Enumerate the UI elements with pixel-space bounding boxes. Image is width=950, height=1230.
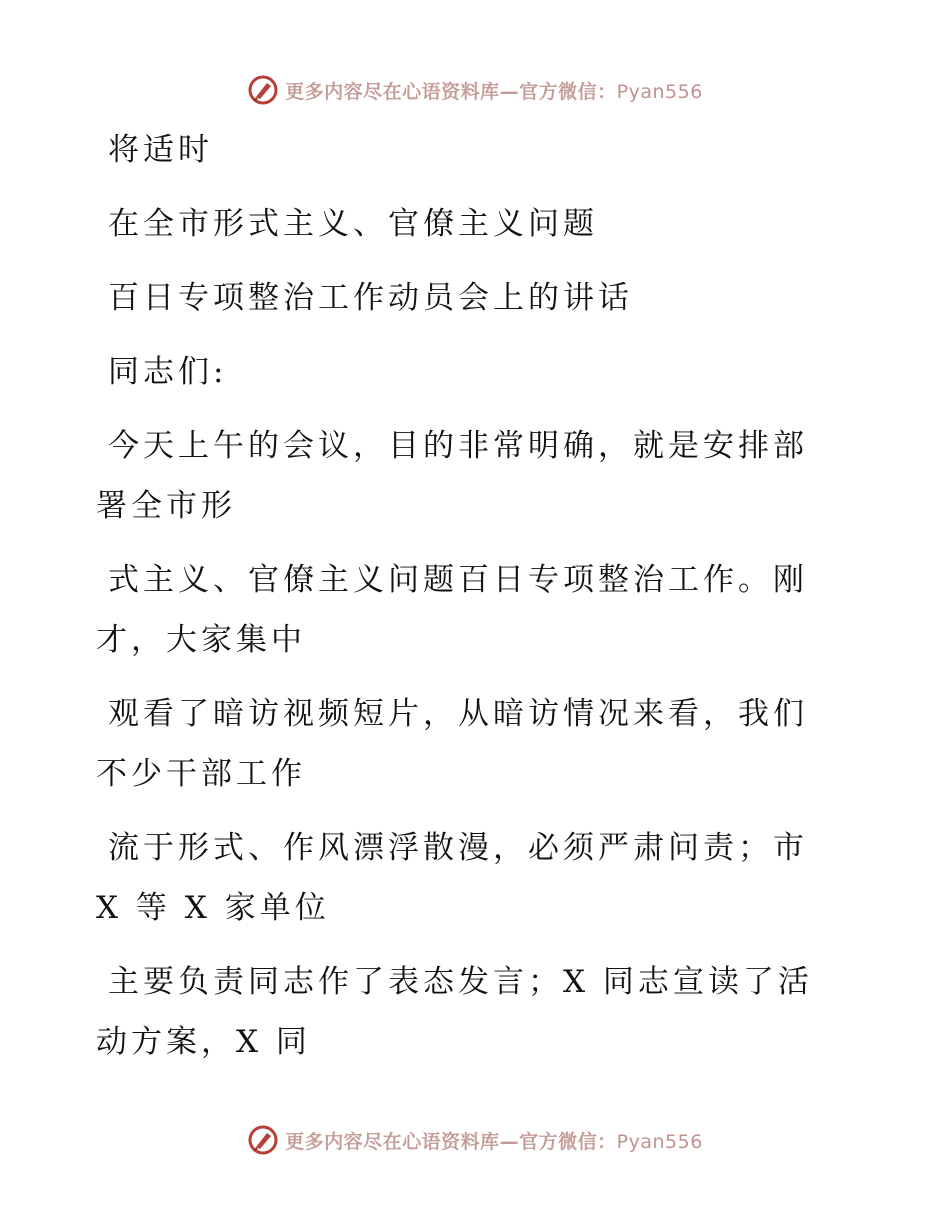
text-line-5: 今天上午的会议，目的非常明确，就是安排部署全市形 — [96, 428, 808, 524]
text-line-6: 式主义、官僚主义问题百日专项整治工作。刚才，大家集中 — [96, 562, 808, 658]
text-line-2: 在全市形式主义、官僚主义问题 — [108, 206, 598, 242]
text-line-9: 主要负责同志作了表态发言；X 同志宣读了活动方案，X 同 — [96, 964, 813, 1060]
text-line-7: 观看了暗访视频短片，从暗访情况来看，我们不少干部工作 — [96, 696, 808, 792]
header-watermark — [0, 70, 950, 110]
quill-logo-icon — [247, 74, 279, 106]
watermark-text — [285, 77, 703, 104]
text-line-3: 百日专项整治工作动员会上的讲话 — [108, 280, 633, 316]
watermark-handle: Pyan556 — [616, 80, 703, 103]
watermark-label: 更多内容尽在心语资料库—官方微信： — [285, 80, 617, 103]
document-body — [96, 120, 836, 1086]
text-line-1: 将适时 — [108, 132, 213, 168]
text-line-8: 流于形式、作风漂浮散漫，必须严肃问责；市 X 等 X 家单位 — [96, 830, 808, 926]
watermark-handle: Pyan556 — [616, 1130, 703, 1153]
footer-watermark — [0, 1120, 950, 1160]
quill-logo-icon — [247, 1124, 279, 1156]
watermark-text — [285, 1127, 703, 1154]
watermark-label: 更多内容尽在心语资料库—官方微信： — [285, 1130, 617, 1153]
text-line-4: 同志们: — [108, 354, 228, 390]
